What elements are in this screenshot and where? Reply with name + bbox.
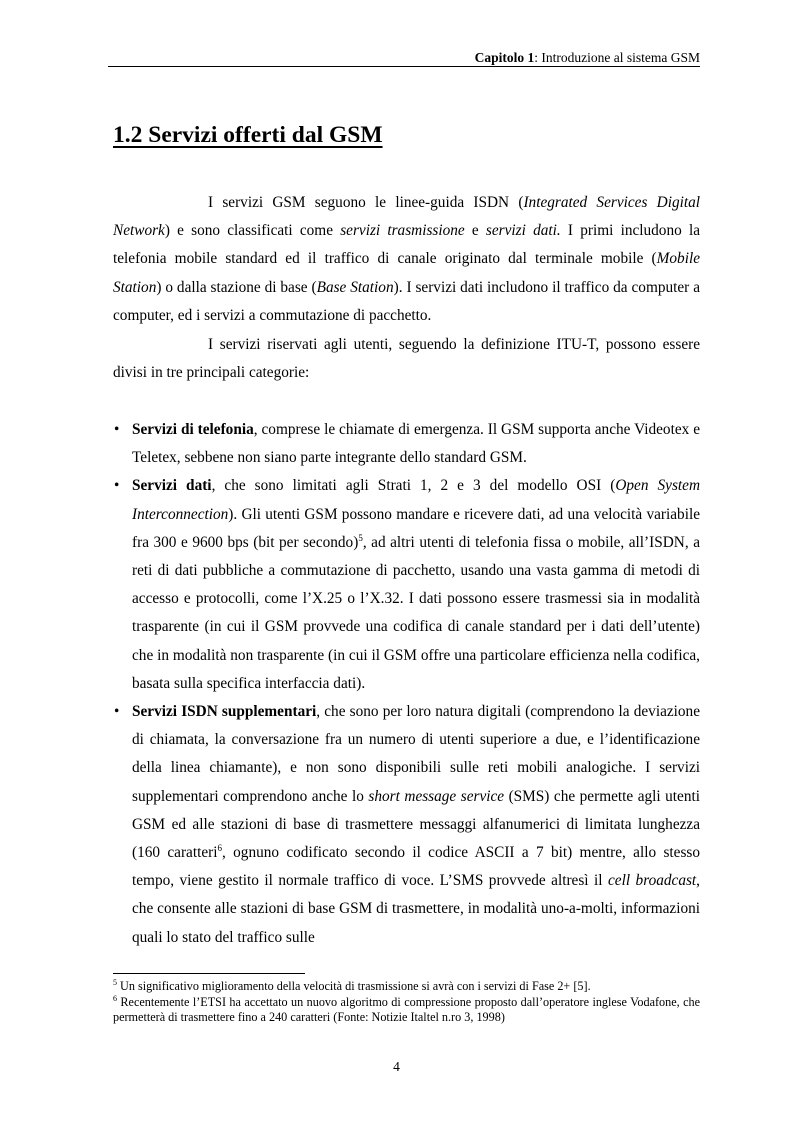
header-rule <box>108 66 700 67</box>
running-header <box>108 50 700 66</box>
footnote-ref: 5 <box>358 532 363 543</box>
list-item <box>113 472 700 698</box>
text-run: , ognuno codificato secondo il codice ASCII a 7 bit) mentre, allo stesso tempo, viene gestito il normale traffico di voce. L’SMS provvede altresì il <box>132 844 700 890</box>
text-run: , che sono limitati agli Strati 1, 2 e 3 del modello OSI ( <box>211 477 616 495</box>
footnote <box>113 995 700 1026</box>
footnotes <box>113 979 700 1026</box>
footnote-rule <box>113 973 305 974</box>
footnote-text: Un significativo miglioramento della velocità di trasmissione si avrà con i servizi di Fase 2+ [5]. <box>117 979 591 993</box>
text-run: ). Gli utenti GSM possono mandare e ricevere dati, ad una velocità variabile fra 300 e 9600 bps (bit per secondo) <box>132 505 700 551</box>
paragraph-text: I servizi riservati agli utenti, seguendo la definizione ITU-T, possono essere divisi in tre principali categorie: <box>113 336 700 382</box>
text-run: ) o dalla stazione di base ( <box>156 278 317 296</box>
bullet-icon: • <box>114 421 120 438</box>
text-run: , che consente alle stazioni di base GSM di trasmettere, in modalità uno-a-molti, informazioni quali lo stato del traffico sulle <box>132 872 700 946</box>
italic-term: short message service <box>368 787 505 805</box>
footnote-number: 5 <box>113 978 117 987</box>
bullet-icon: • <box>114 703 120 721</box>
text-run: (SMS) che permette agli utenti GSM ed alle stazioni di base di trasmettere messaggi alfanumerici di limitata lunghezza (160 caratteri <box>132 787 700 862</box>
list-item-heading: Servizi dati <box>132 477 212 495</box>
text-run: , che sono per loro natura digitali (comprendono la deviazione di chiamata, la conversazione fra un numero di utenti superiore a due, e l’identificazione della linea chiamante), e non sono disponibili sulle reti mobili analogiche. I servizi supplementari comprendono anche lo <box>132 703 700 805</box>
footnote-number: 6 <box>113 993 117 1003</box>
italic-term: Base Station <box>316 278 394 296</box>
italic-term: cell broadcast <box>608 872 697 890</box>
page-number: 4 <box>393 1059 400 1074</box>
footnote-text: Recentemente l’ETSI ha accettato un nuovo algoritmo di compressione proposto dall’operatore inglese Vodafone, che permetterà di trasmettere fino a 240 caratteri (Fonte: Notizie Italtel n.ro 3, 1998) <box>113 994 700 1025</box>
footnote <box>113 979 700 995</box>
list-item-heading: Servizi di telefonia <box>132 421 254 438</box>
chapter-title: : Introduzione al sistema GSM <box>534 50 700 65</box>
chapter-label: Capitolo 1 <box>474 50 535 65</box>
list-item-heading: Servizi ISDN supplementari <box>132 703 317 721</box>
list-item <box>113 416 700 472</box>
text-run: e <box>464 222 486 240</box>
italic-term: Mobile Station <box>113 250 700 296</box>
text-run: ) e sono classificati come <box>164 222 341 240</box>
section-title: 1.2 Servizi offerti dal GSM <box>113 122 383 148</box>
text-run: , comprese le chiamate di emergenza. Il GSM supporta anche Videotex e Teletex, sebbene non siano parte integrante dello standard GSM. <box>132 421 700 467</box>
text-run: I primi includono la telefonia mobile standard ed il traffico di canale originato dal terminale mobile ( <box>113 222 700 268</box>
paragraph-2 <box>113 331 700 387</box>
paragraph-1 <box>113 189 700 330</box>
text-run: , ad altri utenti di telefonia fissa o mobile, all’ISDN, a reti di dati pubbliche a commutazione di pacchetto, usando una vasta gamma di metodi di accesso e protocolli, come l’X.25 o l’X.32. I dati possono essere trasmessi sia in modalità trasparente (in cui il GSM provvede una codifica di canale standard per i dati dell’utente) che in modalità non trasparente (in cui il GSM offre una particolare efficienza nella codifica, basata sulla specifica interfaccia dati). <box>132 533 700 692</box>
bullet-icon: • <box>114 477 120 495</box>
italic-term: Integrated Services Digital Network <box>113 194 700 240</box>
text-run: I servizi GSM seguono le linee-guida ISDN ( <box>208 194 524 211</box>
services-list <box>113 416 700 952</box>
footnote-ref: 6 <box>217 843 222 854</box>
italic-term: Open System Interconnection <box>132 477 700 523</box>
italic-term: servizi trasmissione <box>340 222 465 240</box>
list-item <box>113 698 700 952</box>
paragraph-text <box>113 189 700 330</box>
italic-term: servizi dati. <box>485 222 561 240</box>
text-run: ). I servizi dati includono il traffico da computer a computer, ed i servizi a commutazione di pacchetto. <box>113 278 700 324</box>
